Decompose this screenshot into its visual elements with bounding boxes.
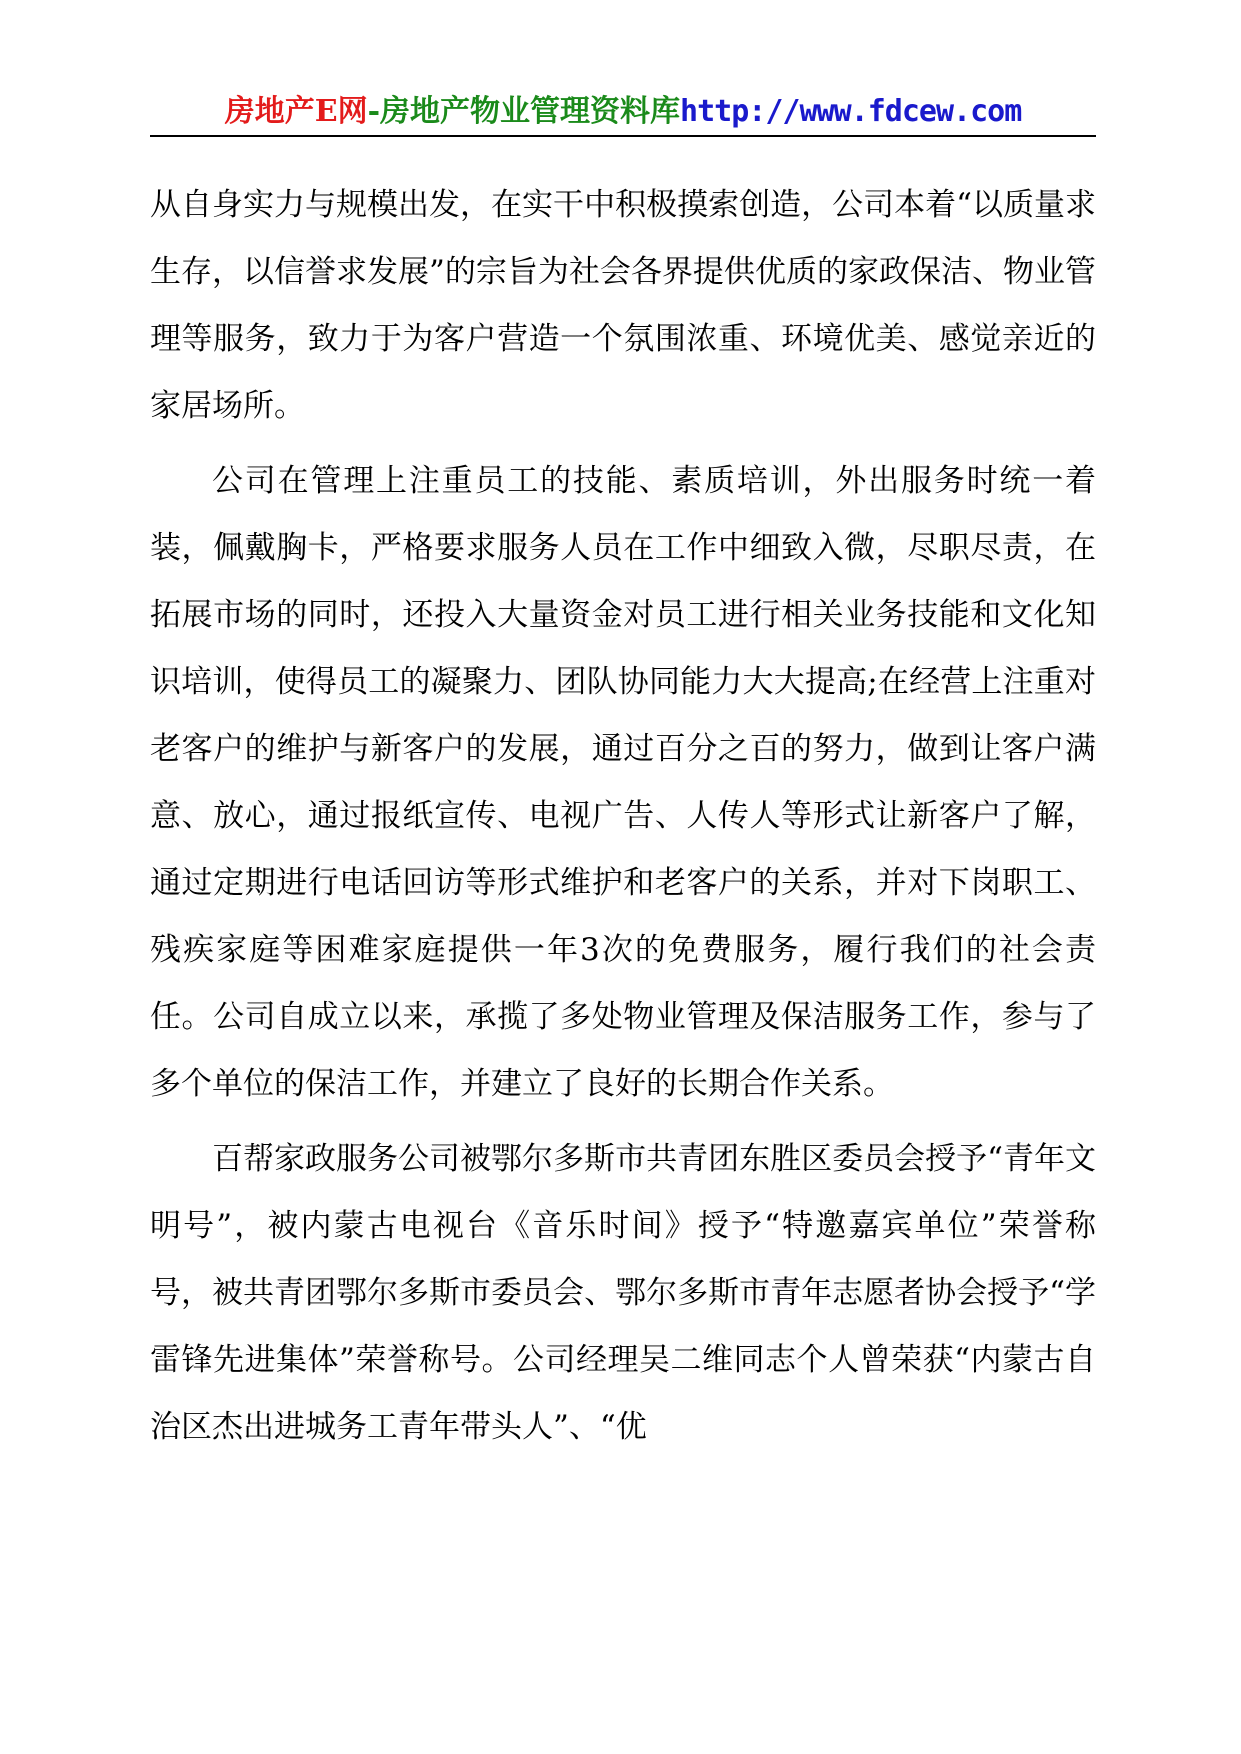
header-separator: - [367, 94, 381, 129]
page-header [150, 92, 1096, 132]
header-section: 房地产物业管理资料库 [380, 94, 681, 129]
paragraph-1: 从自身实力与规模出发，在实干中积极摸索创造，公司本着“以质量求生存，以信誉求发展”的宗旨为社会各界提供优质的家政保洁、物业管理等服务，致力于为客户营造一个氛围浓重、环境优美、感觉亲近的家居场所。 [150, 187, 1096, 424]
paragraph-3: 百帮家政服务公司被鄂尔多斯市共青团东胜区委员会授予“青年文明号”，被内蒙古电视台《音乐时间》授予“特邀嘉宾单位”荣誉称号，被共青团鄂尔多斯市委员会、鄂尔多斯市青年志愿者协会授予“学雷锋先进集体”荣誉称号。公司经理吴二维同志个人曾荣获“内蒙古自治区杰出进城务工青年带头人”、“优 [150, 1141, 1096, 1445]
header-site-name: 房地产E网 [224, 94, 368, 129]
document-body [150, 172, 1096, 1469]
header-url[interactable]: http://www.fdcew.com [680, 94, 1022, 129]
paragraph-2: 公司在管理上注重员工的技能、素质培训，外出服务时统一着装，佩戴胸卡，严格要求服务人员在工作中细致入微，尽职尽责，在拓展市场的同时，还投入大量资金对员工进行相关业务技能和文化知识培训，使得员工的凝聚力、团队协同能力大大提高;在经营上注重对老客户的维护与新客户的发展，通过百分之百的努力，做到让客户满意、放心，通过报纸宣传、电视广告、人传人等形式让新客户了解，通过定期进行电话回访等形式维护和老客户的关系，并对下岗职工、残疾家庭等困难家庭提供一年3次的免费服务，履行我们的社会责任。公司自成立以来，承揽了多处物业管理及保洁服务工作，参与了多个单位的保洁工作，并建立了良好的长期合作关系。 [150, 463, 1096, 1102]
header-divider [150, 135, 1096, 137]
